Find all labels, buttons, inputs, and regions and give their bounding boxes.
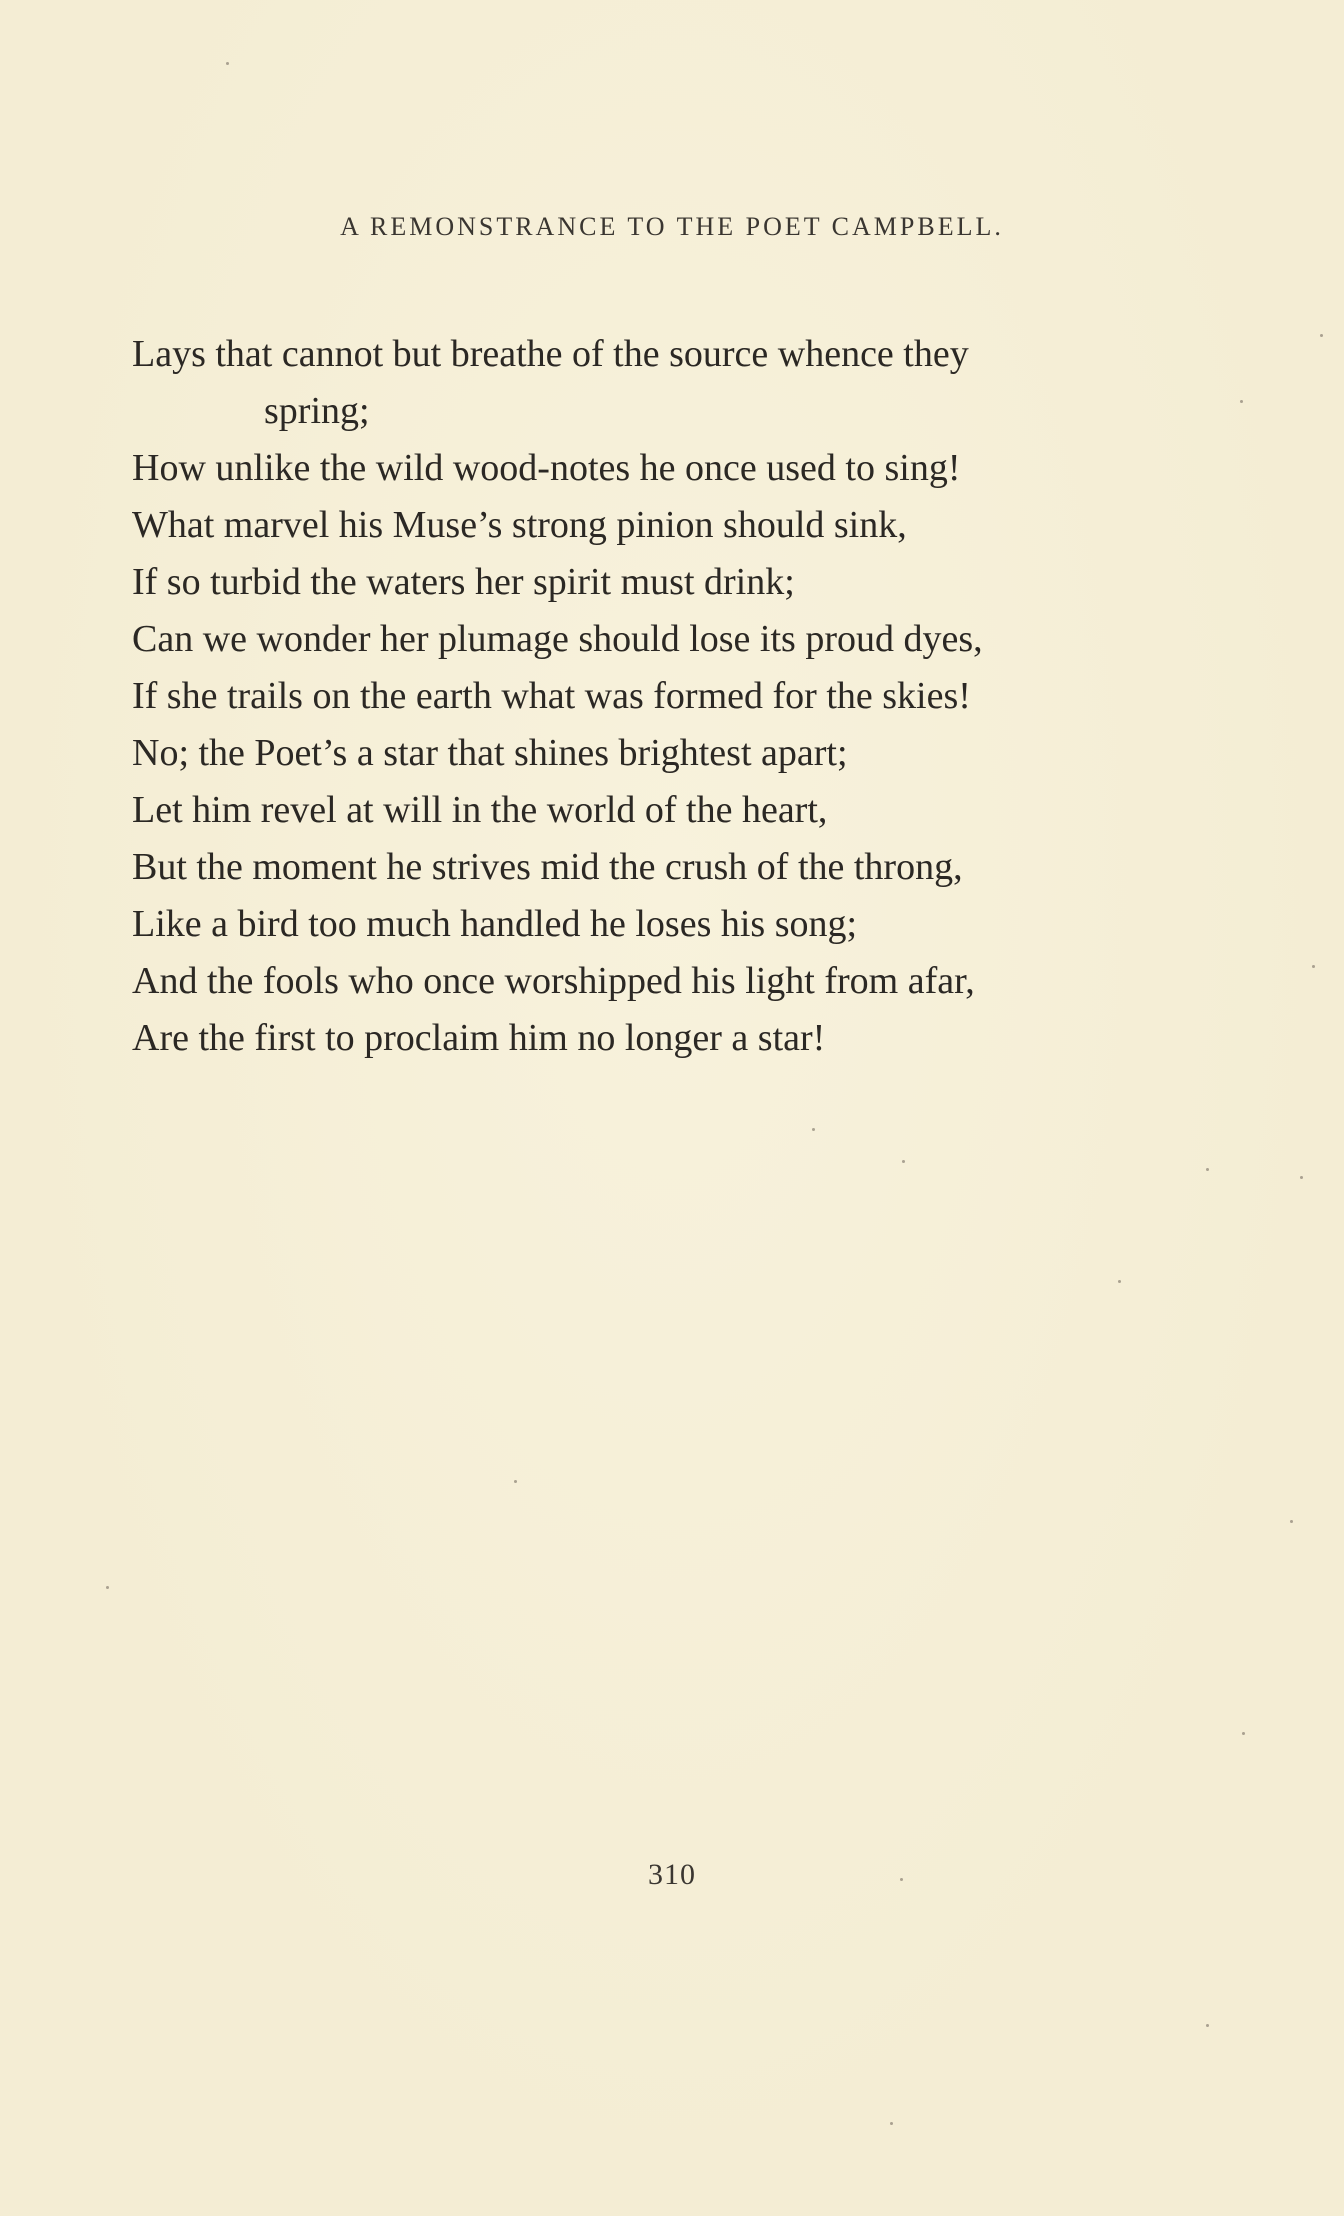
poem-line: If so turbid the waters her spirit must drink; (132, 561, 795, 603)
paper-speck (900, 1878, 903, 1881)
paper-speck (890, 2122, 893, 2125)
poem-line: Like a bird too much handled he loses his song; (132, 903, 858, 945)
poem-line: Let him revel at will in the world of the heart, (132, 789, 828, 831)
paper-speck (1118, 1280, 1121, 1283)
poem-line: How unlike the wild wood-notes he once used to sing! (132, 447, 961, 489)
running-head: A REMONSTRANCE TO THE POET CAMPBELL. (340, 212, 1004, 241)
poem-line: But the moment he strives mid the crush of the throng, (132, 846, 963, 888)
poem-line: spring; (264, 390, 370, 432)
paper-speck (226, 62, 229, 65)
poem-line: Lays that cannot but breathe of the source whence they (132, 333, 969, 375)
poem-line: No; the Poet’s a star that shines brightest apart; (132, 732, 848, 774)
paper-speck (1240, 400, 1243, 403)
paper-speck (1290, 1520, 1293, 1523)
paper-speck (1300, 1176, 1303, 1179)
paper-speck (1206, 2024, 1209, 2027)
poem-line: What marvel his Muse’s strong pinion should sink, (132, 504, 907, 546)
paper-speck (106, 1586, 109, 1589)
paper-speck (902, 1160, 905, 1163)
paper-speck (1206, 1168, 1209, 1171)
paper-speck (812, 1128, 815, 1131)
poem-text (132, 326, 1252, 1067)
paper-speck (1242, 1732, 1245, 1735)
poem-line: Are the first to proclaim him no longer a star! (132, 1017, 826, 1059)
poem-line: Can we wonder her plumage should lose its proud dyes, (132, 618, 983, 660)
poem-line: And the fools who once worshipped his light from afar, (132, 960, 975, 1002)
poem-line: If she trails on the earth what was formed for the skies! (132, 675, 971, 717)
paper-speck (514, 1480, 517, 1483)
page-number: 310 (648, 1858, 696, 1891)
paper-speck (1312, 965, 1315, 968)
paper-speck (1320, 334, 1323, 337)
